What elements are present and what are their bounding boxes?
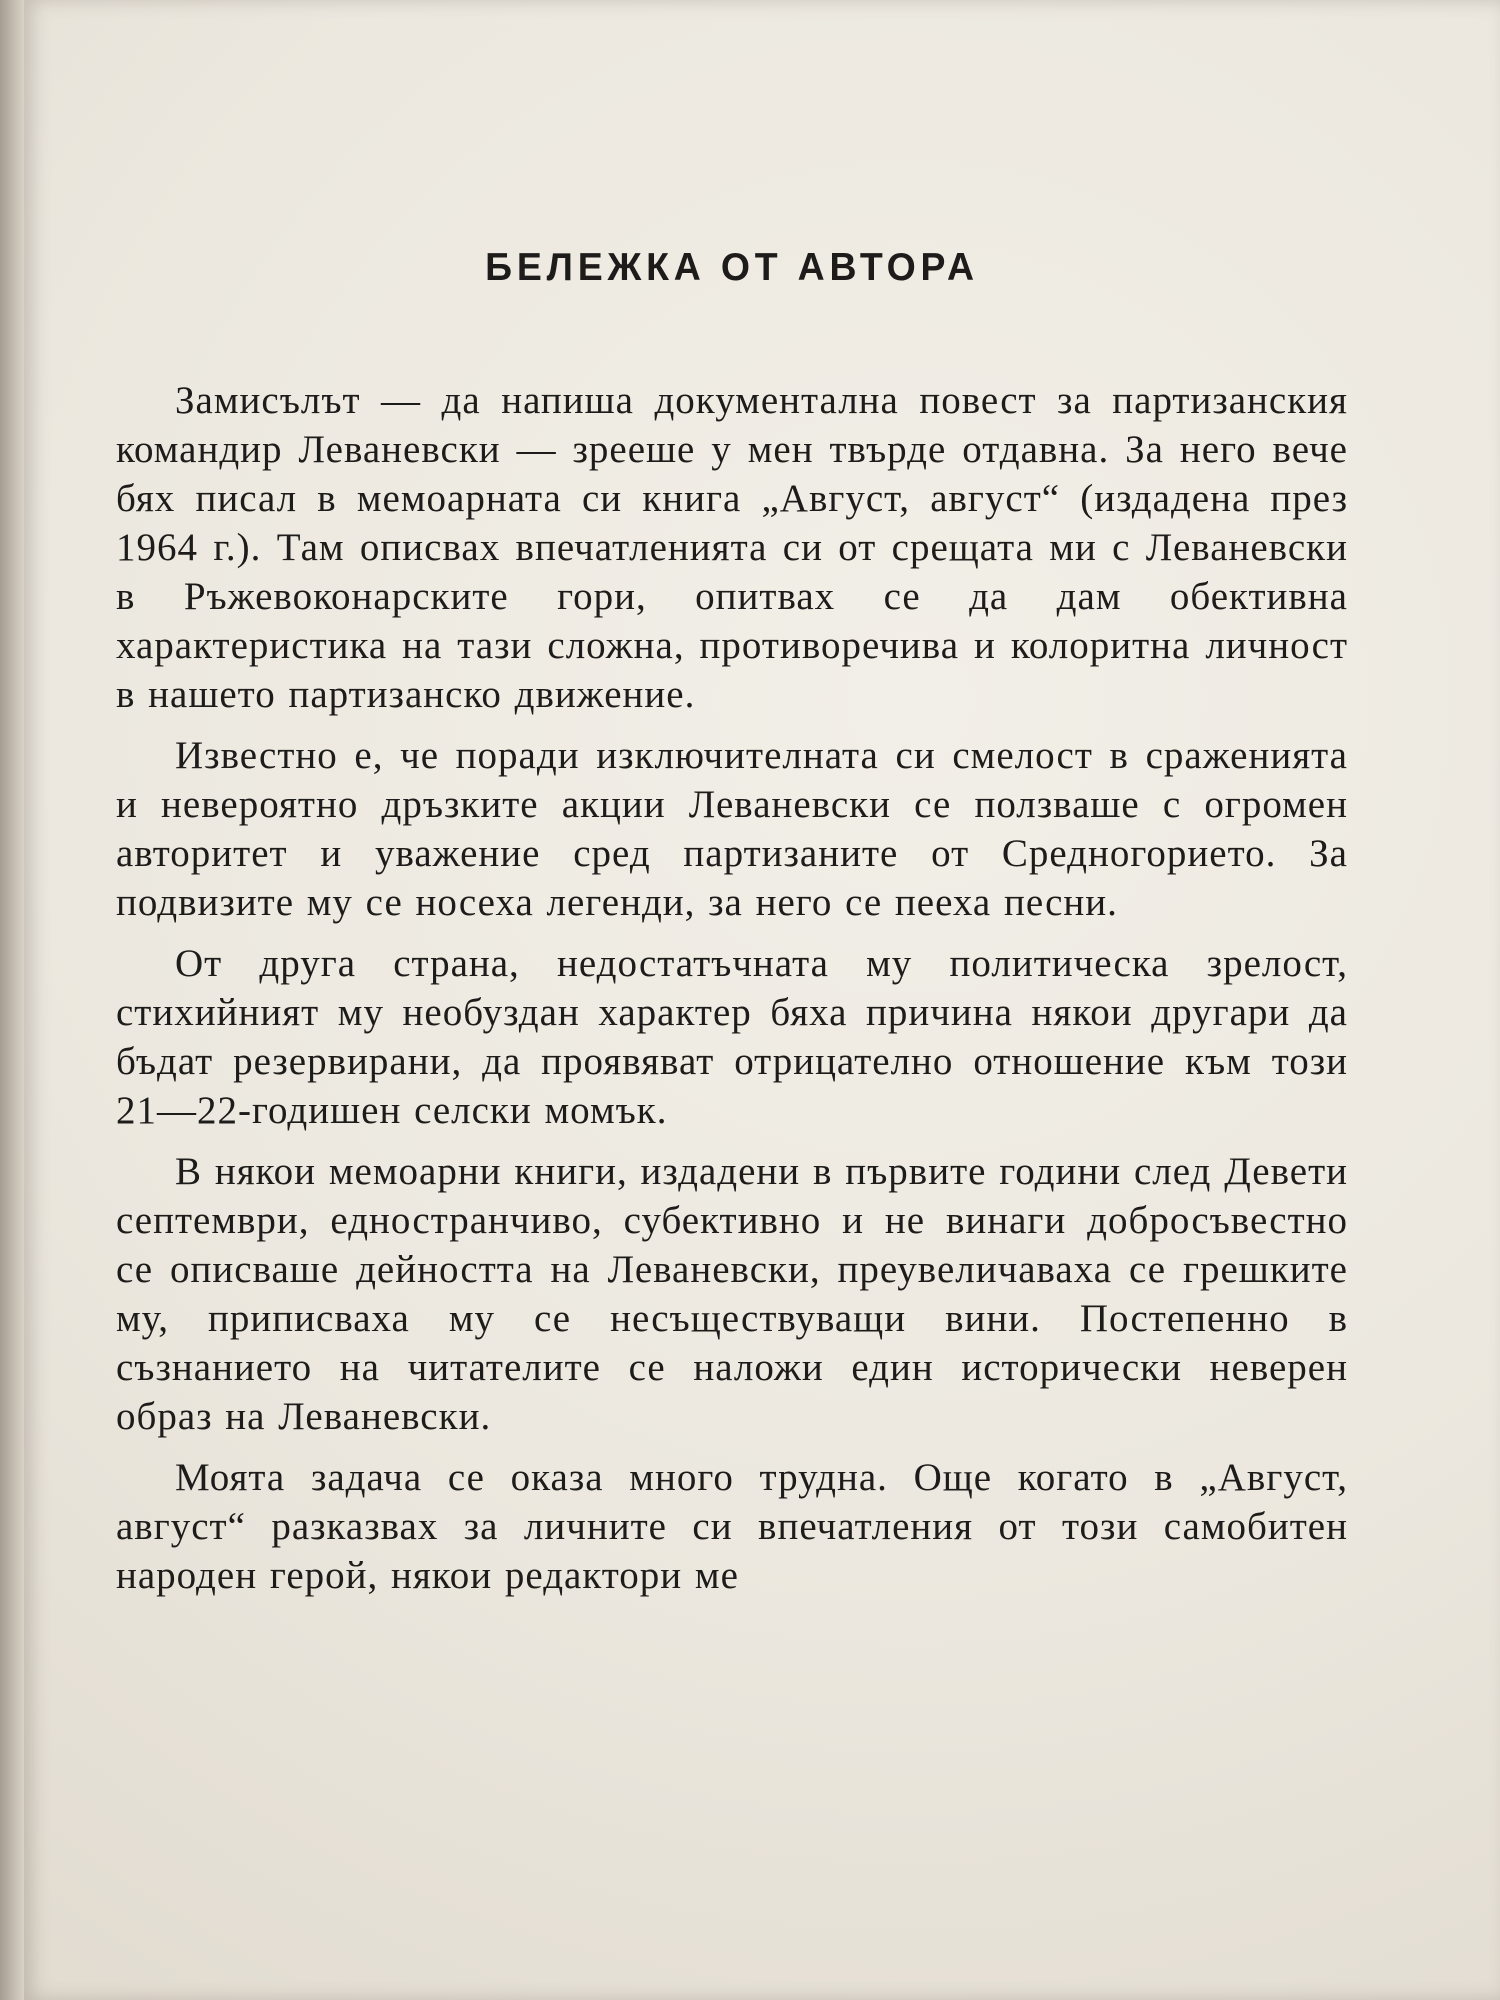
paragraph: Замисълът — да напиша документална повест за партизанския командир Леваневски — зрееше у мен твърде отдавна. За него вече бях писал в мемоарната си книга „Август, август“ (издадена през 1964 г.). Там описвах впечатленията си от срещата ми с Леваневски в Ръжевоконарските гори, опитвах се да дам обективна характеристика на тази сложна, противоречива и колоритна личност в нашето партизанско движение. — [116, 379, 1348, 716]
paragraph: Моята задача се оказа много трудна. Още когато в „Август, август“ разказвах за личните си впечатления от този самобитен народен герой, някои редактори ме — [116, 1456, 1348, 1597]
paragraph: В някои мемоарни книги, издадени в първите години след Девети септември, едностранчиво, субективно и не винаги добросъвестно се описваше дейността на Леваневски, преувеличаваха се грешките му, приписваха му се несъществуващи вини. Постепенно в съзнанието на читателите се наложи един исторически неверен образ на Леваневски. — [116, 1150, 1348, 1438]
page-content — [116, 248, 1348, 1600]
paragraph: От друга страна, недостатъчната му политическа зрелост, стихийният му необуздан характер бяха причина някои другари да бъдат резервирани, да проявяват отрицателно отношение към този 21—22-годишен селски момък. — [116, 942, 1348, 1132]
chapter-title: БЕЛЕЖКА ОТ АВТОРА — [485, 246, 979, 289]
book-page — [24, 0, 1500, 2000]
paragraph: Известно е, че поради изключителната си смелост в сраженията и невероятно дръзките акции Леваневски се ползваше с огромен авторитет и уважение сред партизаните от Средногорието. За подвизите му се носеха легенди, за него се пееха песни. — [116, 734, 1348, 924]
